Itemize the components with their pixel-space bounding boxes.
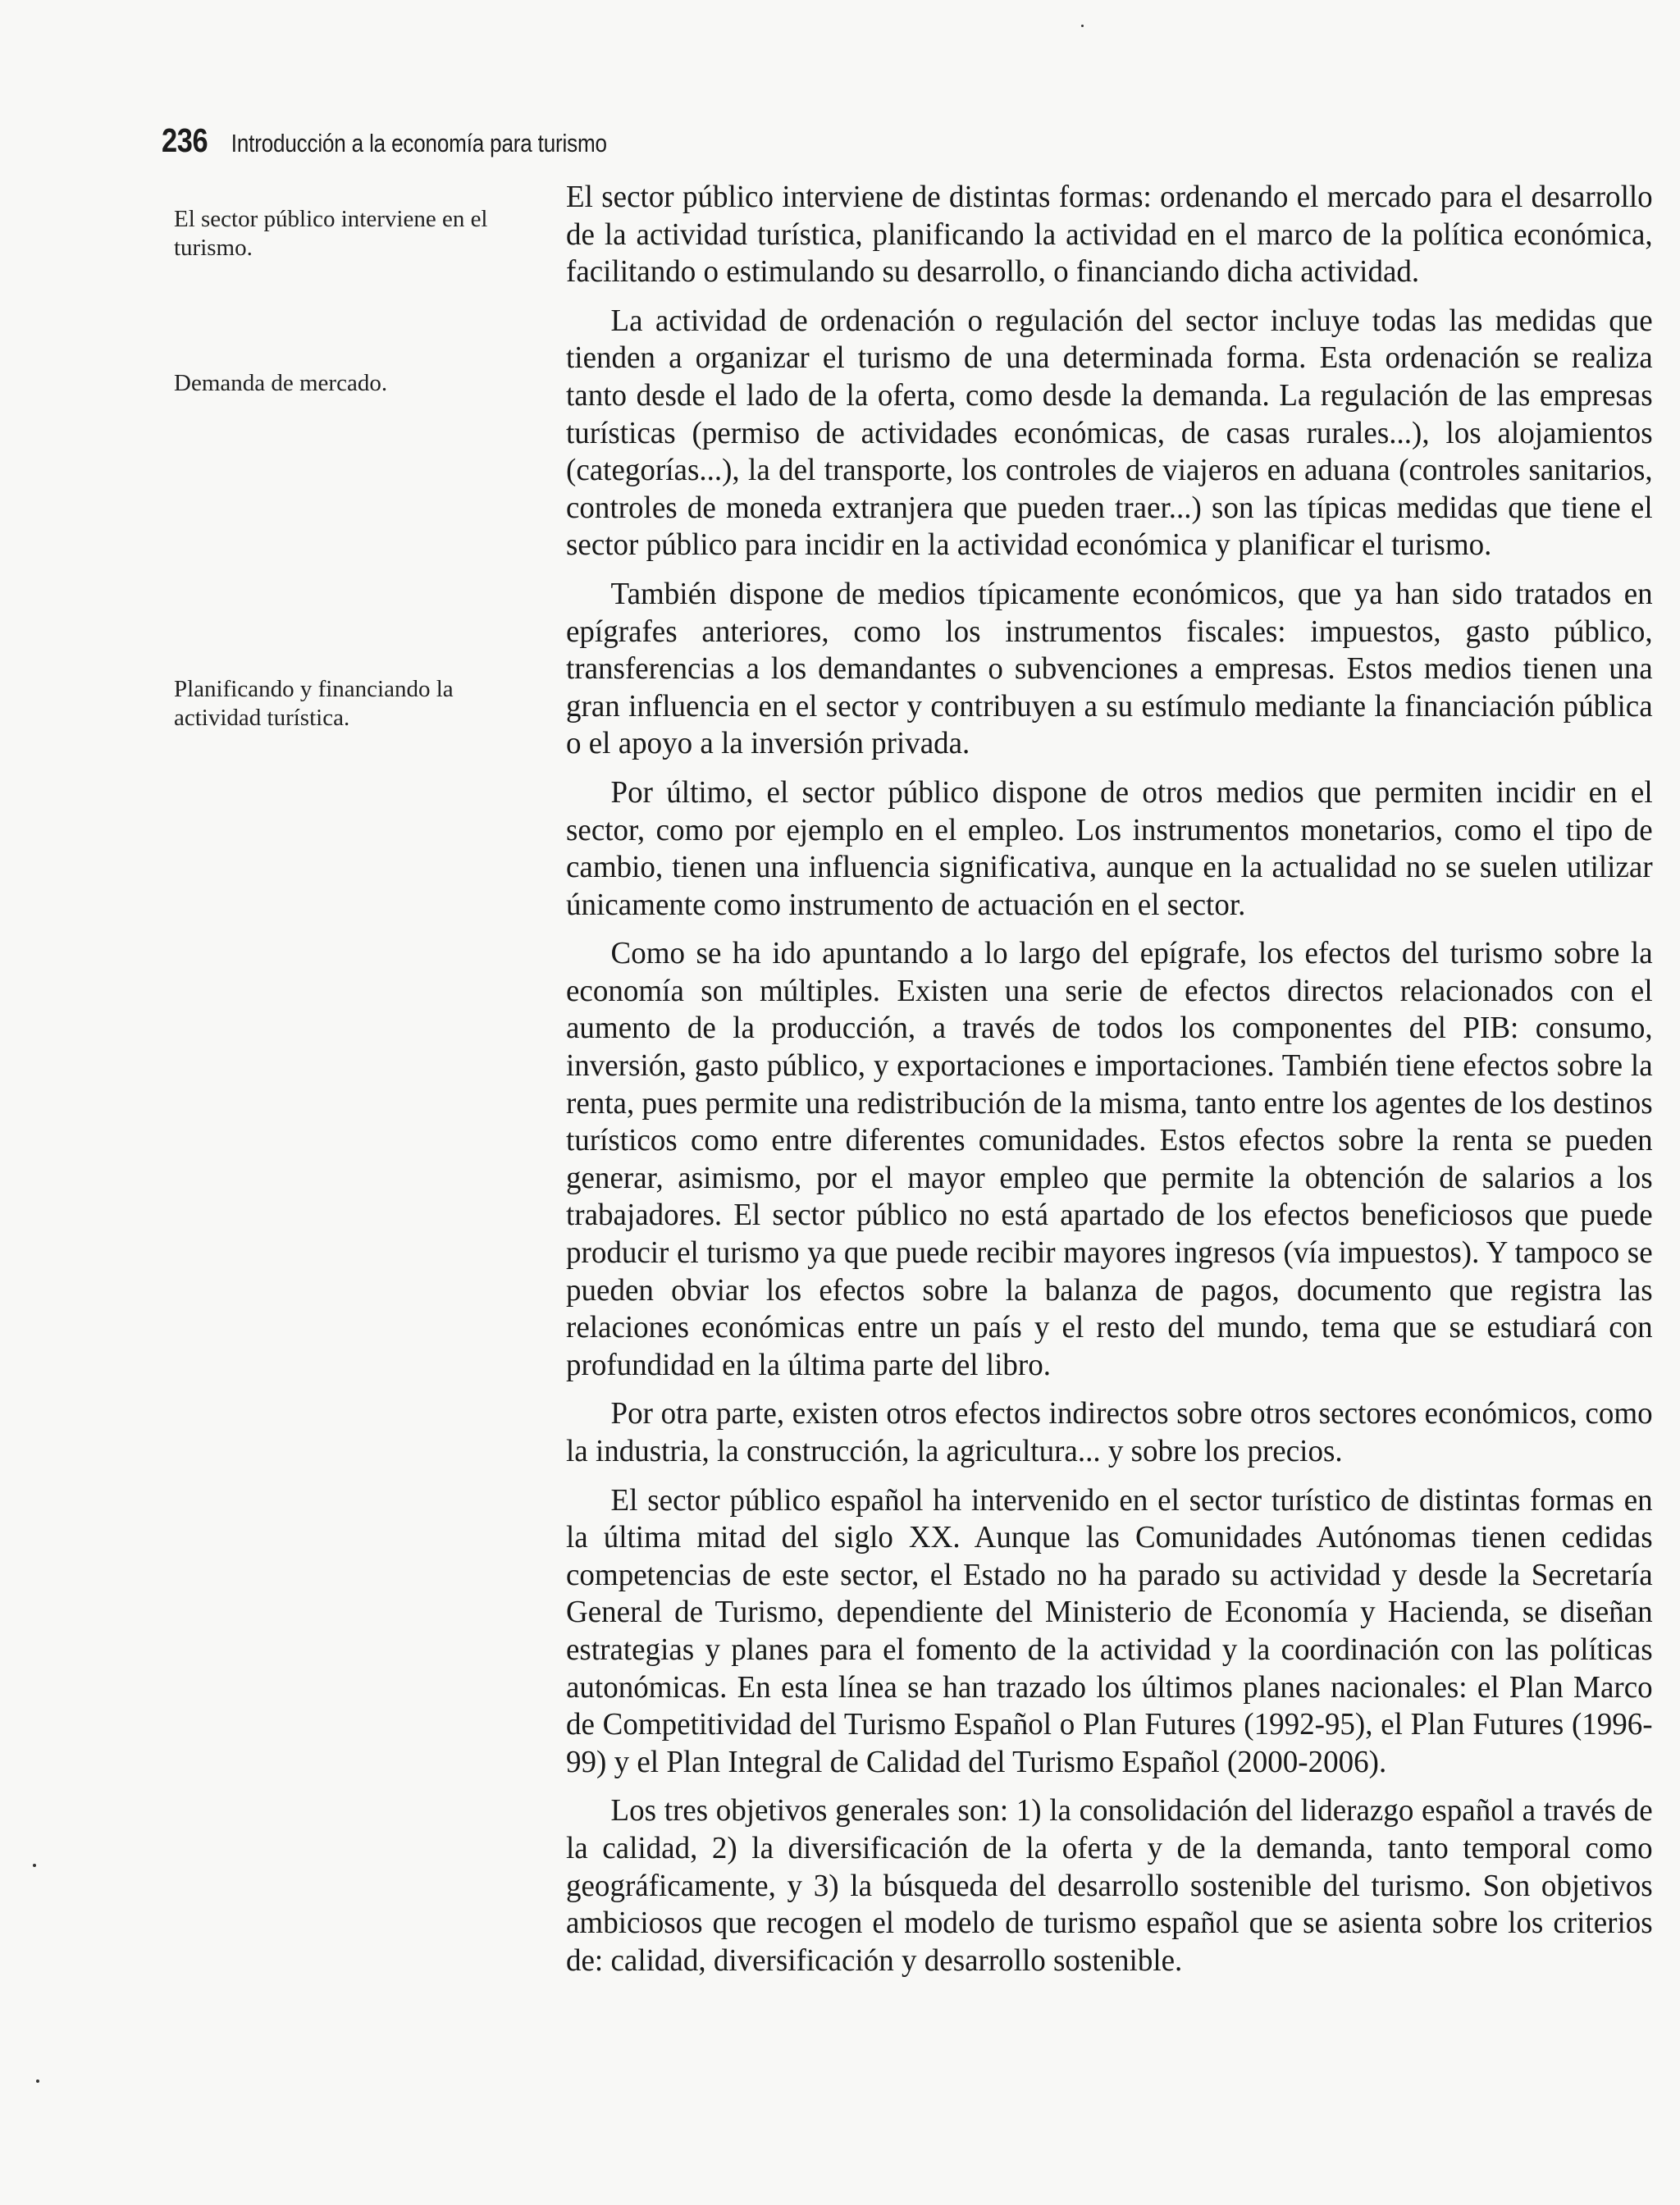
paragraph: La actividad de ordenación o regulación del sector incluye todas las medidas que tienden a organizar el turismo de una determinada forma. Esta ordenación se realiza tanto desde el lado de la oferta, como desde la demanda. La regulación de las empresas turísticas (permiso de actividades económicas, de casas rurales...), los alojamientos (categorías...), la del transporte, los controles de viajeros en aduana (controles sanitarios, controles de moneda extranjera que pueden traer...) son las típicas medidas que tiene el sector público para incidir en la actividad económica y planificar el turismo. xyxy=(566,303,1653,563)
paragraph: Por otra parte, existen otros efectos indirectos sobre otros sectores económicos, como la industria, la construcción, la agricultura... y sobre los precios. xyxy=(566,1396,1653,1468)
paragraph: El sector público interviene de distintas formas: ordenando el mercado para el desarrollo de la actividad turística, planificando la actividad en el marco de la política económica, facilitando o estimulando su desarrollo, o financiando dicha actividad. xyxy=(566,180,1653,290)
margin-note-public-sector: El sector público interviene en el turismo. xyxy=(174,206,488,261)
paragraph: Los tres objetivos generales son: 1) la consolidación del liderazgo español a través de la calidad, 2) la diversificación de la oferta y de la demanda, tanto temporal como geográficamente, y 3) la búsqueda del desarrollo sostenible del turismo. Son objetivos ambiciosos que recogen el modelo de turismo español que se asienta sobre los criterios de: calidad, diversificación y desarrollo sostenible. xyxy=(566,1793,1653,1978)
body-text xyxy=(566,179,1653,1991)
paragraph: También dispone de medios típicamente económicos, que ya han sido tratados en epígrafes anteriores, como los instrumentos fiscales: impuestos, gasto público, transferencias a los demandantes o subvenciones a empresas. Estos medios tienen una gran influencia en el sector y contribuyen a su estímulo mediante la financiación pública o el apoyo a la inversión privada. xyxy=(566,576,1653,761)
paragraph: Por último, el sector público dispone de otros medios que permiten incidir en el sector, como por ejemplo en el empleo. Los instrumentos monetarios, como el tipo de cambio, tienen una influencia significativa, aunque en la actualidad no se suelen utilizar únicamente como instrumento de actuación en el sector. xyxy=(566,774,1653,922)
page-number: 236 xyxy=(162,121,208,159)
scan-speck xyxy=(36,2079,39,2083)
scan-speck xyxy=(33,1864,36,1867)
margin-note-market-demand: Demanda de mercado. xyxy=(174,370,388,396)
margin-note-planning-financing: Planificando y financiando la actividad turística. xyxy=(174,676,454,731)
paragraph: El sector público español ha intervenido en el sector turístico de distintas formas en la última mitad del siglo XX. Aunque las Comunidades Autónomas tienen cedidas competencias de este sector, el Estado no ha parado su actividad y desde la Secretaría General de Turismo, dependiente del Ministerio de Economía y Hacienda, se diseñan estrategias y planes para el fomento de la actividad y la coordinación con las políticas autonómicas. En esta línea se han trazado los últimos planes nacionales: el Plan Marco de Competitividad del Turismo Español o Plan Futures (1992-95), el Plan Futures (1996-99) y el Plan Integral de Calidad del Turismo Español (2000-2006). xyxy=(566,1482,1653,1779)
margin-notes xyxy=(0,0,525,2205)
running-title: Introducción a la economía para turismo xyxy=(231,129,607,158)
paragraph: Como se ha ido apuntando a lo largo del epígrafe, los efectos del turismo sobre la economía son múltiples. Existen una serie de efectos directos relacionados con el aumento de la producción, a través de todos los componentes del PIB: consumo, inversión, gasto público, y exportaciones e importaciones. También tiene efectos sobre la renta, pues permite una redistribución de la misma, tanto entre los agentes de los destinos turísticos como entre diferentes comunidades. Estos efectos sobre la renta se pueden generar, asimismo, por el mayor empleo que permite la obtención de salarios a los trabajadores. El sector público no está apartado de los efectos beneficiosos que puede producir el turismo ya que puede recibir mayores ingresos (vía impuestos). Y tampoco se pueden obviar los efectos sobre la balanza de pagos, documento que registra las relaciones económicas entre un país y el resto del mundo, tema que se estudiará con profundidad en la última parte del libro. xyxy=(566,936,1653,1382)
scan-speck xyxy=(1081,25,1084,27)
